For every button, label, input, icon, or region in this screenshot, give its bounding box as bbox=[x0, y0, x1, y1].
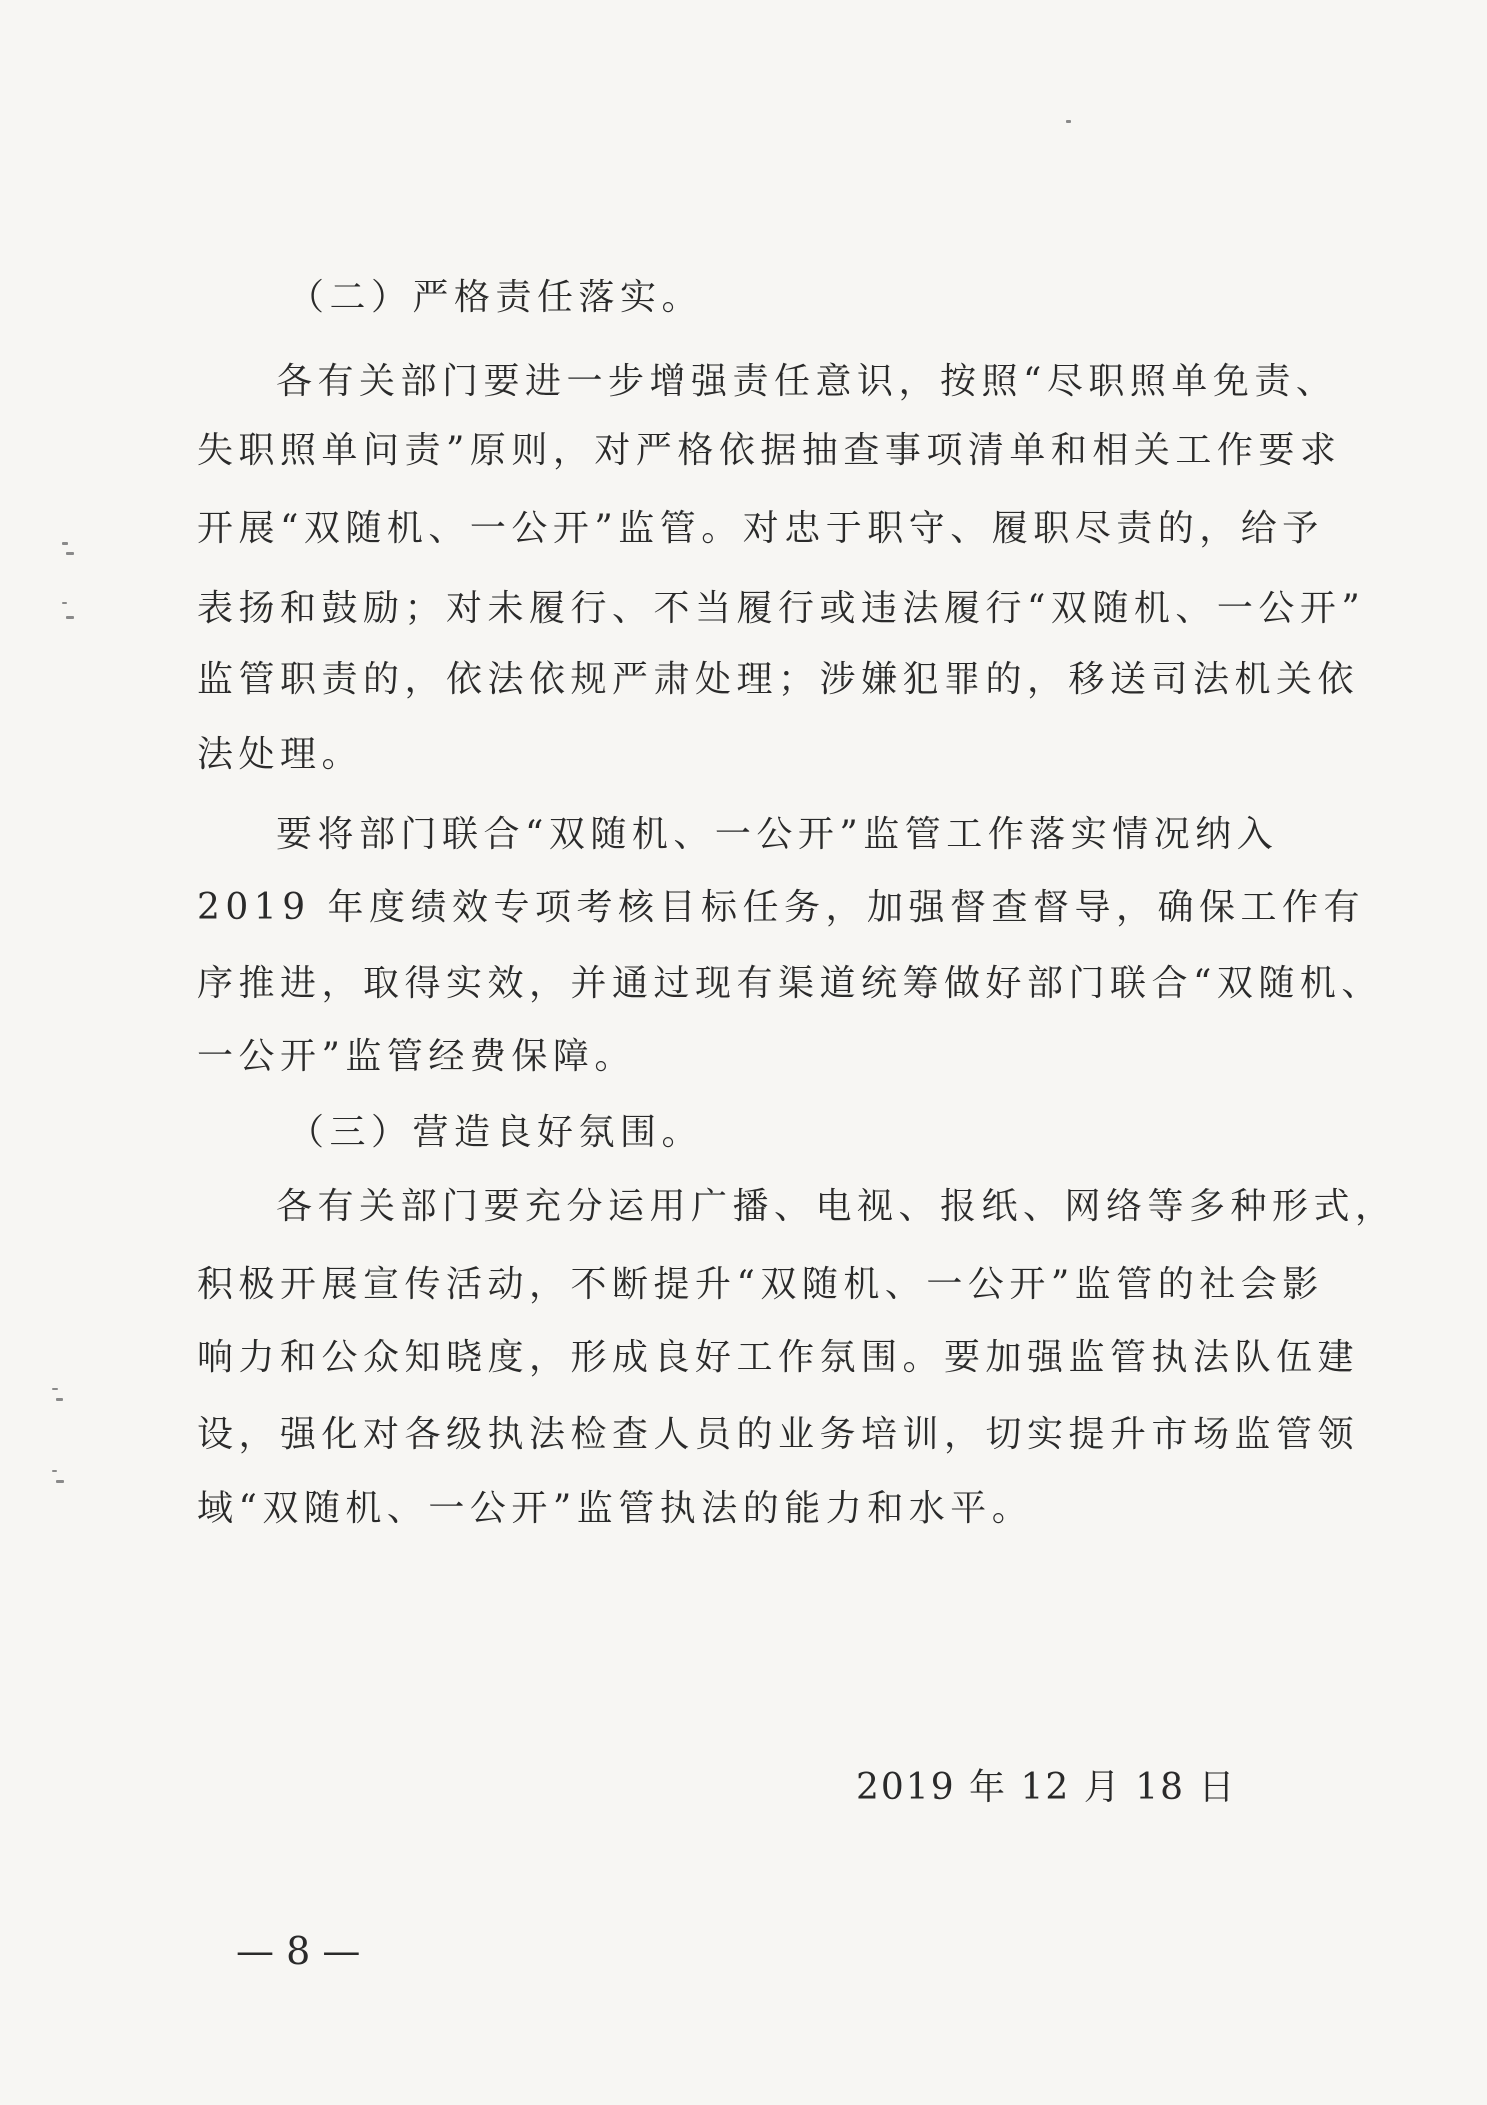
scan-speck bbox=[52, 1470, 57, 1472]
scan-speck bbox=[56, 1398, 63, 1401]
scan-speck bbox=[56, 1480, 64, 1483]
paragraph-line: 积极开展宣传活动，不断提升“双随机、一公开”监管的社会影 bbox=[197, 1264, 1324, 1305]
paragraph-line: 设，强化对各级执法检查人员的业务培训，切实提升市场监管领 bbox=[197, 1414, 1360, 1455]
paragraph-line: 开展“双随机、一公开”监管。对忠于职守、履职尽责的，给予 bbox=[197, 508, 1324, 549]
document-date: 2019 年 12 月 18 日 bbox=[856, 1767, 1237, 1808]
paragraph-line: 响力和公众知晓度，形成良好工作氛围。要加强监管执法队伍建 bbox=[197, 1337, 1360, 1378]
paragraph-line: 监管职责的，依法依规严肃处理；涉嫌犯罪的，移送司法机关依 bbox=[197, 659, 1360, 700]
paragraph-line: 2019 年度绩效专项考核目标任务，加强督查督导，确保工作有 bbox=[197, 887, 1366, 928]
paragraph-line: 法处理。 bbox=[197, 734, 364, 775]
paragraph-line: 域“双随机、一公开”监管执法的能力和水平。 bbox=[197, 1488, 1034, 1529]
scan-speck bbox=[66, 552, 74, 555]
page-number: — 8 — bbox=[236, 1929, 361, 1973]
scan-speck bbox=[66, 616, 74, 619]
paragraph-line: 各有关部门要进一步增强责任意识，按照“尽职照单免责、 bbox=[276, 361, 1338, 402]
scan-speck bbox=[52, 1388, 58, 1390]
scan-speck bbox=[1066, 120, 1071, 123]
scan-speck bbox=[62, 542, 68, 545]
paragraph-line: 表扬和鼓励；对未履行、不当履行或违法履行“双随机、一公开” bbox=[197, 588, 1366, 629]
paragraph-line: 要将部门联合“双随机、一公开”监管工作落实情况纳入 bbox=[276, 814, 1279, 855]
paragraph-line: 一公开”监管经费保障。 bbox=[197, 1036, 636, 1077]
scan-speck bbox=[62, 602, 67, 604]
paragraph-line: 序推进，取得实效，并通过现有渠道统筹做好部门联合“双随机、 bbox=[197, 963, 1383, 1004]
paragraph-line: 失职照单问责”原则，对严格依据抽查事项清单和相关工作要求 bbox=[197, 430, 1342, 471]
section-heading-2: （二）严格责任落实。 bbox=[288, 277, 704, 318]
paragraph-line: 各有关部门要充分运用广播、电视、报纸、网络等多种形式， bbox=[276, 1186, 1397, 1227]
section-heading-3: （三）营造良好氛围。 bbox=[288, 1112, 704, 1153]
